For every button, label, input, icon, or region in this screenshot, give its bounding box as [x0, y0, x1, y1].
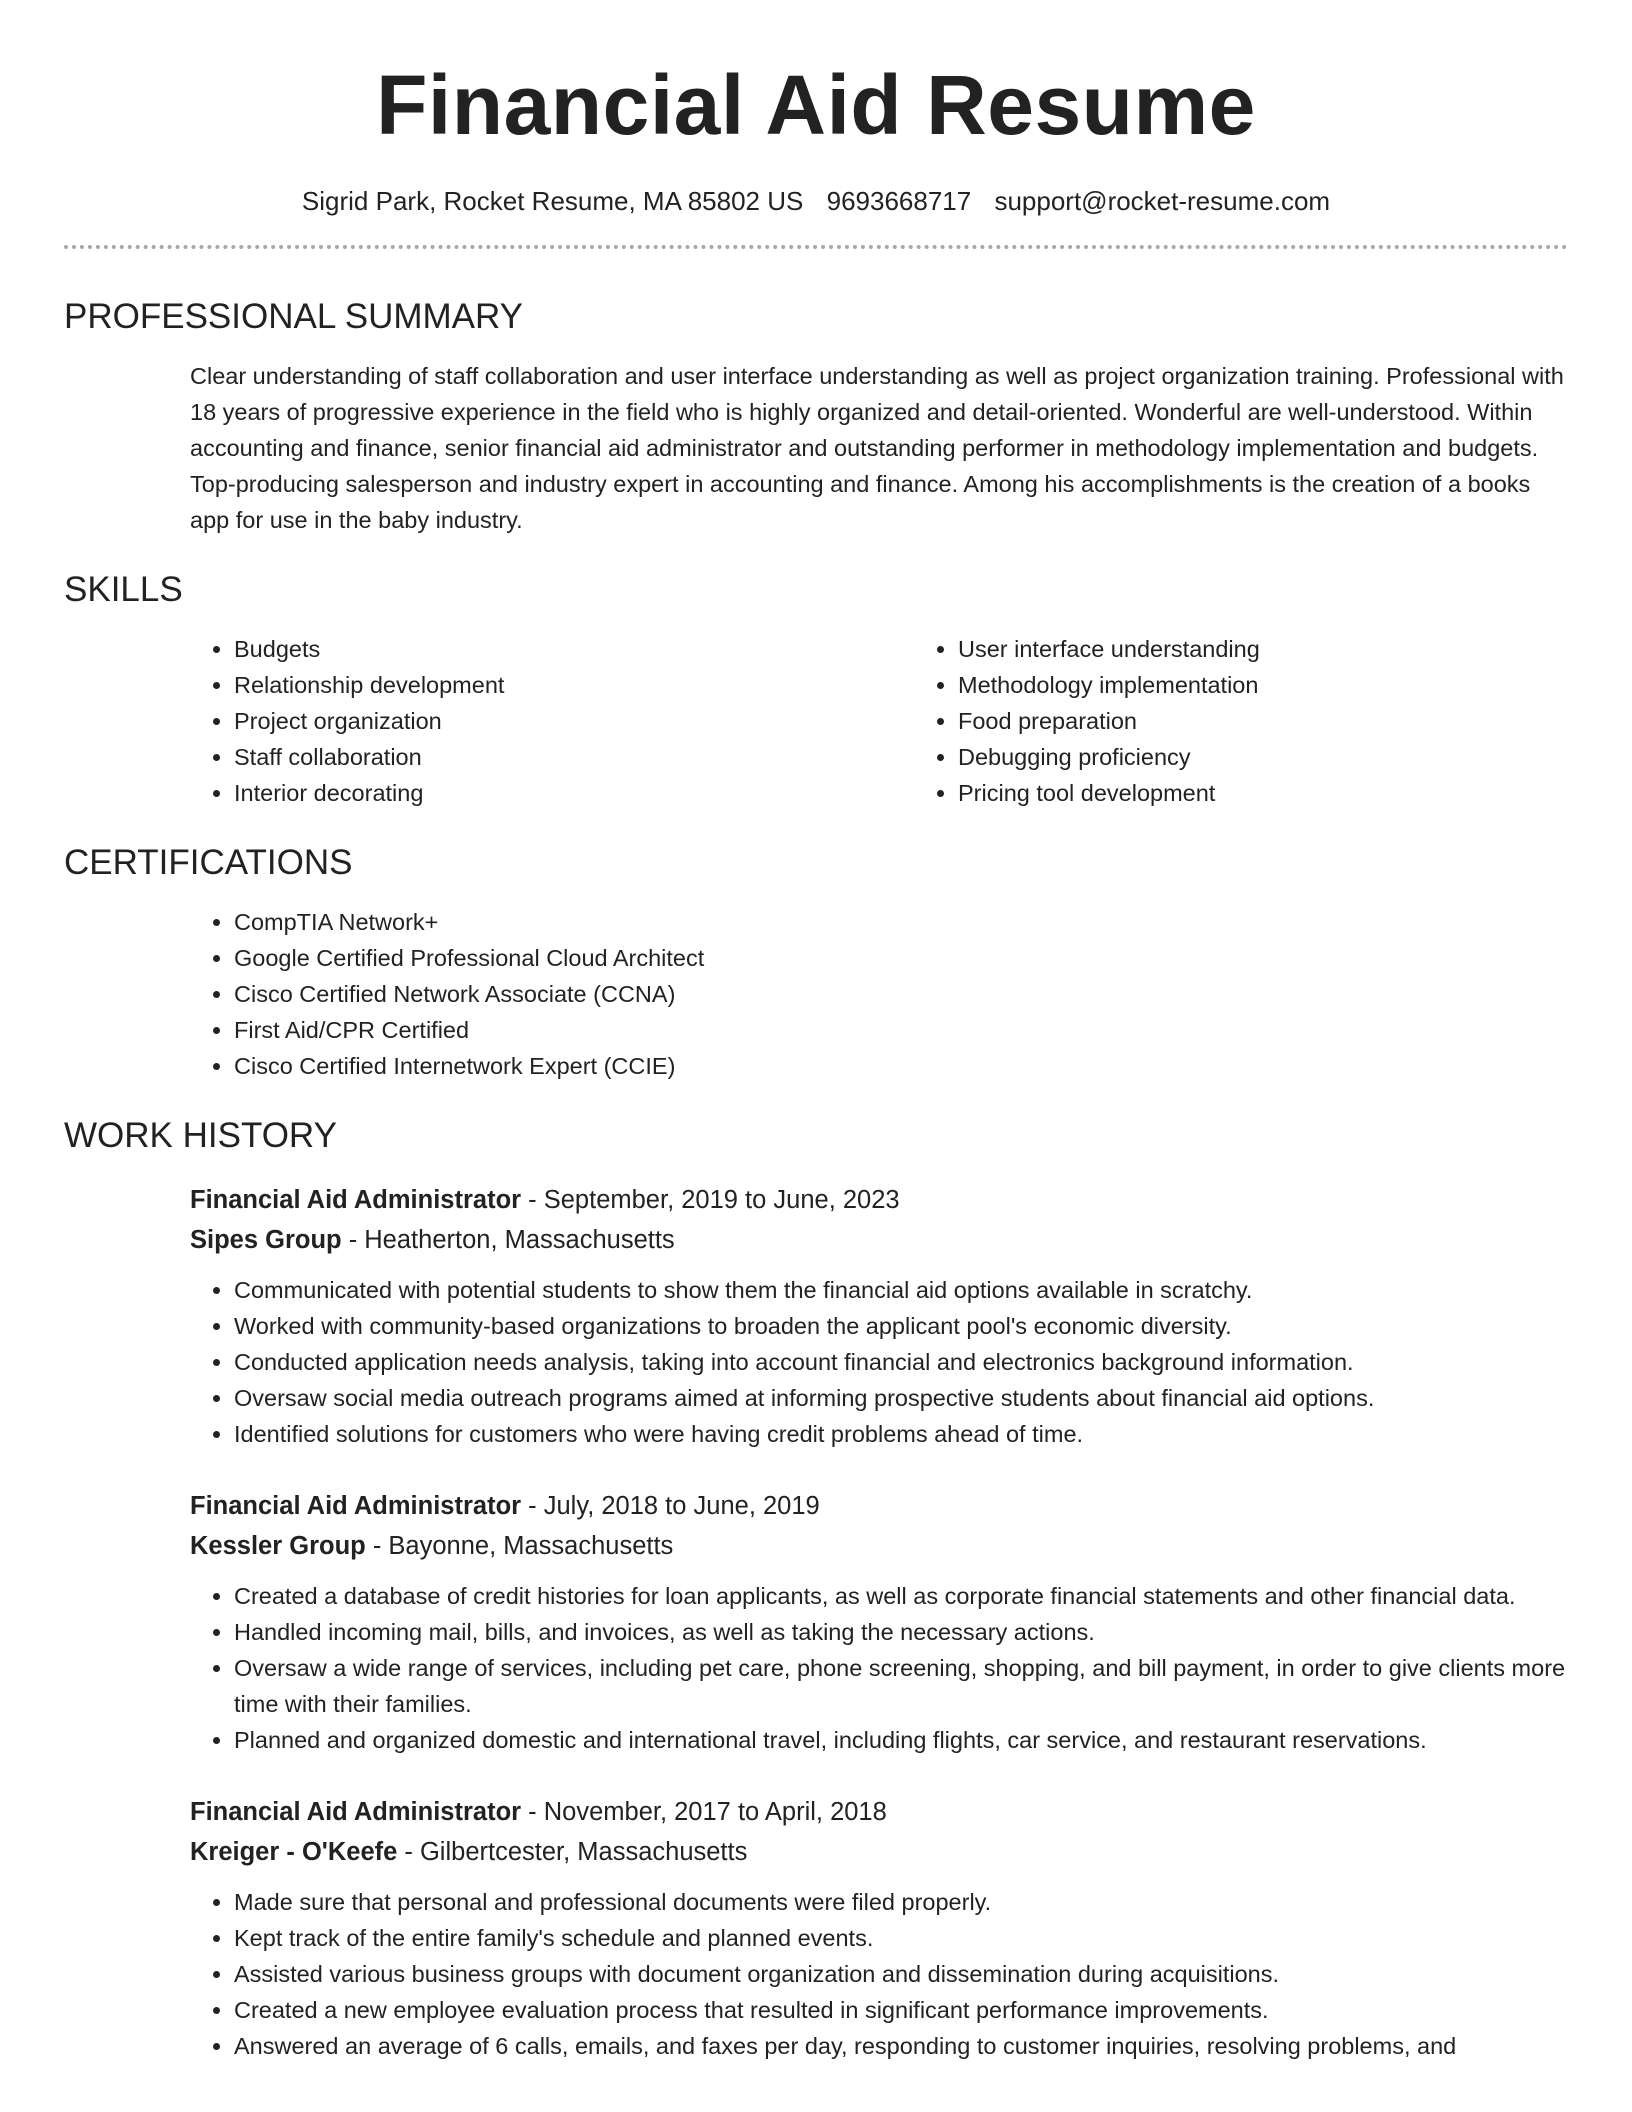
skill-item: • Methodology implementation [958, 667, 1568, 703]
job-duties-list [190, 1272, 1568, 1452]
skill-item: • Budgets [234, 631, 914, 667]
skill-item: • Staff collaboration [234, 739, 914, 775]
skill-item: • User interface understanding [958, 631, 1568, 667]
job-location: - Gilbertcester, Massachusetts [397, 1838, 748, 1866]
skill-item: • Relationship development [234, 667, 914, 703]
summary-text: Clear understanding of staff collaboration and user interface understanding as well as project organization training. Professional with 18 years of progressive experience in the field who is highly organized and detail-oriented. Wonderful are well-understood. Within accounting and finance, senior financial aid administrator and outstanding performer in methodology implementation and budgets. Top-producing salesperson and industry expert in accounting and finance. Among his accomplishments is the creation of a books app for use in the baby industry. [190, 363, 1564, 533]
job-company: Sipes Group [190, 1226, 342, 1254]
job-duty: • Oversaw a wide range of services, including pet care, phone screening, shopping, and bill payment, in order to give clients more time with their families. [234, 1650, 1568, 1722]
job-duty: • Answered an average of 6 calls, emails, and faxes per day, responding to customer inquiries, resolving problems, and [234, 2028, 1568, 2064]
resume-title: Financial Aid Resume [376, 58, 1256, 152]
job-company-line [190, 1832, 1568, 1872]
skill-item: • Debugging proficiency [958, 739, 1568, 775]
job-duty: • Identified solutions for customers who were having credit problems ahead of time. [234, 1416, 1568, 1452]
job-company: Kreiger - O'Keefe [190, 1838, 398, 1866]
certification-item: • First Aid/CPR Certified [234, 1012, 1568, 1048]
job-dates: - July, 2018 to June, 2019 [521, 1492, 820, 1520]
job-entry [190, 1180, 1568, 1452]
job-title: Financial Aid Administrator [190, 1186, 522, 1214]
job-title-line [190, 1486, 1568, 1526]
job-duty: • Conducted application needs analysis, taking into account financial and electronics background information. [234, 1344, 1568, 1380]
work-history-section [64, 1114, 1568, 2064]
job-title: Financial Aid Administrator [190, 1492, 522, 1520]
skill-item: • Project organization [234, 703, 914, 739]
certification-item: • Google Certified Professional Cloud Architect [234, 940, 1568, 976]
job-dates: - September, 2019 to June, 2023 [521, 1186, 900, 1214]
job-entry [190, 1792, 1568, 2064]
skills-list-left [190, 631, 914, 811]
job-entry [190, 1486, 1568, 1758]
skills-heading: SKILLS [64, 570, 183, 609]
job-duty: • Oversaw social media outreach programs aimed at informing prospective students about financial aid options. [234, 1380, 1568, 1416]
job-company-line [190, 1526, 1568, 1566]
certifications-list [190, 904, 1568, 1084]
job-duty: • Created a database of credit histories for loan applicants, as well as corporate financial statements and other financial data. [234, 1578, 1568, 1614]
job-location: - Bayonne, Massachusetts [365, 1532, 674, 1560]
job-duty: • Kept track of the entire family's schedule and planned events. [234, 1920, 1568, 1956]
skills-grid [190, 631, 1568, 811]
job-duty: • Communicated with potential students to show them the financial aid options available in scratchy. [234, 1272, 1568, 1308]
skill-item: • Food preparation [958, 703, 1568, 739]
contact-line [64, 183, 1568, 219]
work-history-heading: WORK HISTORY [64, 1116, 337, 1155]
job-company: Kessler Group [190, 1532, 366, 1560]
job-location: - Heatherton, Massachusetts [341, 1226, 675, 1254]
skills-section [64, 568, 1568, 811]
summary-heading: PROFESSIONAL SUMMARY [64, 297, 523, 336]
job-duty: • Created a new employee evaluation process that resulted in significant performance improvements. [234, 1992, 1568, 2028]
summary-section [64, 295, 1568, 538]
skill-item: • Interior decorating [234, 775, 914, 811]
job-title: Financial Aid Administrator [190, 1798, 522, 1826]
job-title-line [190, 1180, 1568, 1220]
contact-phone: 9693668717 [826, 186, 972, 216]
job-duties-list [190, 1884, 1568, 2064]
job-duty: • Planned and organized domestic and international travel, including flights, car service, and restaurant reservations. [234, 1722, 1568, 1758]
job-dates: - November, 2017 to April, 2018 [521, 1798, 887, 1826]
header-divider [64, 245, 1568, 249]
contact-address: Sigrid Park, Rocket Resume, MA 85802 US [301, 186, 804, 216]
job-company-line [190, 1220, 1568, 1260]
certification-item: • Cisco Certified Network Associate (CCNA) [234, 976, 1568, 1012]
job-duty: • Assisted various business groups with document organization and dissemination during acquisitions. [234, 1956, 1568, 1992]
job-title-line [190, 1792, 1568, 1832]
job-duties-list [190, 1578, 1568, 1758]
certification-item: • Cisco Certified Internetwork Expert (CCIE) [234, 1048, 1568, 1084]
certifications-heading: CERTIFICATIONS [64, 843, 353, 882]
contact-email: support@rocket-resume.com [994, 186, 1331, 216]
certifications-section [64, 841, 1568, 1084]
job-duty: • Worked with community-based organizations to broaden the applicant pool's economic diversity. [234, 1308, 1568, 1344]
skill-item: • Pricing tool development [958, 775, 1568, 811]
job-duty: • Made sure that personal and professional documents were filed properly. [234, 1884, 1568, 1920]
job-duty: • Handled incoming mail, bills, and invoices, as well as taking the necessary actions. [234, 1614, 1568, 1650]
skills-list-right [914, 631, 1568, 811]
certification-item: • CompTIA Network+ [234, 904, 1568, 940]
